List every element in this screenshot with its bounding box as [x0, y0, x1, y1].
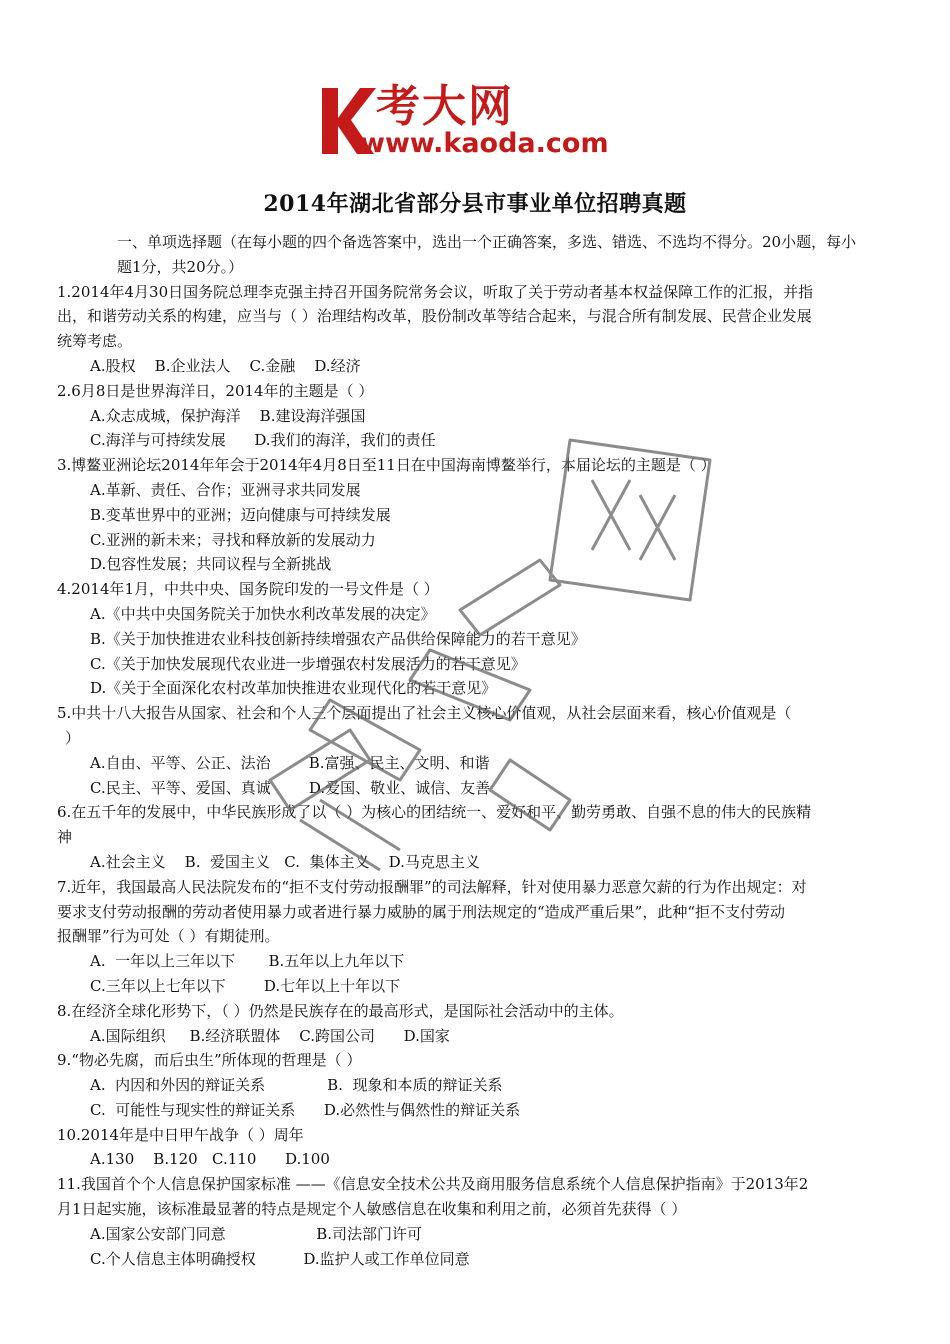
question-1-options: A.股权 B.企业法人 C.金融 D.经济	[90, 356, 361, 375]
question-5-text: 5.中共十八大报告从国家、社会和个人三个层面提出了社会主义核心价值观，从社会层面来看，核心价值观是（	[57, 704, 792, 723]
kaoda-logo	[318, 82, 648, 162]
question-1-text: 出，和谐劳动关系的构建，应当与（ ）治理结构改革，股份制改革等结合起来，与混合所有制发展、民营企业发展	[57, 307, 812, 326]
question-11-options: A.国家公安部门同意 B.司法部门许可	[90, 1224, 422, 1243]
question-6-options: A.社会主义 B. 爱国主义 C. 集体主义 D.马克思主义	[90, 852, 480, 871]
question-6-text: 6.在五千年的发展中，中华民族形成了以（ ）为核心的团结统一、爱好和平、勤劳勇敢、自强不息的伟大的民族精	[57, 803, 812, 822]
exam-content	[57, 230, 895, 1271]
question-5-options: C.民主、平等、爱国、真诚 D.爱国、敬业、诚信、友善	[90, 778, 491, 797]
question-11-text: 月1日起实施，该标准最显著的特点是规定个人敏感信息在收集和利用之前，必须首先获得（ ）	[57, 1200, 687, 1219]
question-3-option-a: A.革新、责任、合作；亚洲寻求共同发展	[90, 480, 361, 499]
question-4-option-c: C.《关于加快发展现代农业进一步增强农村发展活力的若干意见》	[90, 654, 526, 673]
question-9-text: 9.“物必先腐，而后虫生”所体现的哲理是（ ）	[57, 1051, 362, 1070]
question-1-text: 1.2014年4月30日国务院总理李克强主持召开国务院常务会议，听取了关于劳动者基本权益保障工作的汇报，并指	[57, 282, 814, 301]
question-4-text: 4.2014年1月，中共中央、国务院印发的一号文件是（ ）	[57, 580, 439, 599]
section-intro-cont: 题1分，共20分。）	[117, 257, 244, 276]
question-9-options: A. 内因和外因的辩证关系 B. 现象和本质的辩证关系	[90, 1076, 503, 1095]
question-3-option-d: D.包容性发展；共同议程与全新挑战	[90, 555, 332, 574]
question-8-text: 8.在经济全球化形势下，（ ）仍然是民族存在的最高形式，是国际社会活动中的主体。	[57, 1001, 624, 1020]
question-2-options: C.海洋与可持续发展 D.我们的海洋，我们的责任	[90, 431, 436, 450]
logo-brand-name: 考大网	[376, 81, 514, 132]
question-4-option-b: B.《关于加快推进农业科技创新持续增强农产品供给保障能力的若干意见》	[90, 629, 586, 648]
question-2-text: 2.6月8日是世界海洋日，2014年的主题是（ ）	[57, 381, 374, 400]
logo-brand-url: www.kaoda.com	[360, 128, 609, 159]
question-4-option-d: D.《关于全面深化农村改革加快推进农业现代化的若干意见》	[90, 679, 497, 698]
question-7-text: 7.近年，我国最高人民法院发布的“拒不支付劳动报酬罪”的司法解释，针对使用暴力恶意欠薪的行为作出规定：对	[57, 877, 807, 896]
question-9-options: C. 可能性与现实性的辩证关系 D.必然性与偶然性的辩证关系	[90, 1100, 521, 1119]
question-10-options: A.130 B.120 C.110 D.100	[90, 1150, 330, 1169]
question-6-text: 神	[57, 828, 73, 847]
question-3-option-b: B.变革世界中的亚洲；迈向健康与可持续发展	[90, 505, 391, 524]
question-3-option-c: C.亚洲的新未来；寻找和释放新的发展动力	[90, 530, 376, 549]
question-11-text: 11.我国首个个人信息保护国家标准 ——《信息安全技术公共及商用服务信息系统个人信息保护指南》于2013年2	[57, 1175, 809, 1194]
question-2-options: A.众志成城，保护海洋 B.建设海洋强国	[90, 406, 366, 425]
question-4-option-a: A.《中共中央国务院关于加快水利改革发展的决定》	[90, 604, 436, 623]
question-7-text: 要求支付劳动报酬的劳动者使用暴力或者进行暴力威胁的属于刑法规定的“造成严重后果”，此种“拒不支付劳动	[57, 902, 786, 921]
question-7-options: C.三年以上七年以下 D.七年以上十年以下	[90, 976, 401, 995]
question-7-options: A. 一年以上三年以下 B.五年以上九年以下	[90, 952, 405, 971]
document-title: 2014年湖北省部分县市事业单位招聘真题	[263, 191, 687, 217]
question-11-options: C.个人信息主体明确授权 D.监护人或工作单位同意	[90, 1249, 470, 1268]
question-3-text: 3.博鳌亚洲论坛2014年年会于2014年4月8日至11日在中国海南博鳌举行，本届论坛的主题是（ ）	[57, 456, 716, 475]
question-5-options: A.自由、平等、公正、法治 B.富强、民主、文明、和谐	[90, 753, 490, 772]
question-10-text: 10.2014年是中日甲午战争（ ）周年	[57, 1125, 304, 1144]
question-1-text: 统筹考虑。	[57, 332, 133, 351]
question-7-text: 报酬罪”行为可处（ ）有期徒刑。	[57, 927, 280, 946]
question-8-options: A.国际组织 B.经济联盟体 C.跨国公司 D.国家	[90, 1026, 450, 1045]
question-5-text: ）	[65, 728, 81, 747]
section-intro: 一、单项选择题（在每小题的四个备选答案中，选出一个正确答案，多选、错选、不选均不得分。20小题，每小	[117, 233, 857, 251]
